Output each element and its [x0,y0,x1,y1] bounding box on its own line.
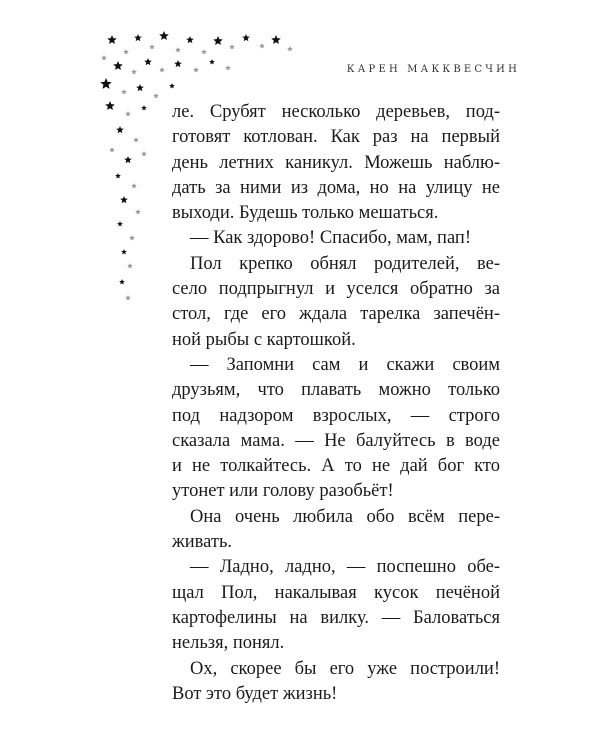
text-line: Вот это будет жизнь! [172,683,338,704]
star-icon [129,235,135,240]
text-line: нельзя, понял. [172,633,285,654]
text-line: день летних каникул. Можешь наблю- [172,152,500,173]
text-line: ной рыбы с картошкой. [172,329,356,350]
text-line: и не толкайтесь. А то не дай бог кто [172,456,500,477]
star-icon [159,67,165,72]
text-line: ле. Срубят несколько деревьев, под- [172,102,500,122]
star-icon [125,111,131,116]
star-icon [121,249,127,254]
star-icon [136,84,144,91]
text-line: Она очень любила обо всём пере- [190,506,500,527]
star-icon [134,34,142,41]
star-icon [116,126,124,133]
paragraph [172,100,500,226]
paragraph [172,505,500,556]
star-icon [135,209,141,214]
running-header: КАРЕН МАККВЕСЧИН [346,64,520,75]
text-line: дать за ними из дома, но на улицу не [172,177,500,198]
star-icon [229,44,235,49]
paragraph [172,555,500,656]
star-icon [144,58,152,65]
star-icon [133,137,139,142]
star-icon [101,55,107,60]
star-icon [225,65,231,70]
star-icon [175,47,181,52]
text-line: живать. [172,532,233,553]
star-icon [127,263,133,268]
star-icon [159,31,169,40]
text-line: село подпрыгнул и уселся обратно за [172,279,500,300]
star-icon [149,44,155,49]
paragraph [172,252,500,353]
star-icon [120,196,128,203]
star-icon [100,78,111,89]
star-icon [131,69,137,74]
text-line: — Как здорово! Спасибо, мам, пап! [190,228,471,249]
star-icon [213,36,223,45]
text-line: выходи. Будешь только мешаться. [172,203,439,224]
star-icon [123,49,129,54]
star-icon [121,89,127,94]
paragraph [172,226,500,251]
star-icon [193,67,199,72]
paragraph [172,353,500,505]
paragraph [172,657,500,708]
star-icon [174,60,182,67]
star-icon [105,101,115,110]
star-icon [271,35,281,44]
star-icon [169,83,175,88]
text-line: стол, где его ждала тарелка запечён- [172,304,500,325]
text-line: под надзором взрослых, — строго [172,405,500,426]
star-icon [209,59,215,64]
star-icon [287,46,293,51]
text-line: Ох, скорее бы его уже построили! [190,658,500,679]
star-icon [201,49,207,54]
star-icon [186,36,194,43]
star-icon [124,156,132,163]
star-icon [131,183,137,188]
star-icon [113,61,123,70]
text-line: Пол крепко обнял родителей, ве- [190,253,500,274]
star-icon [153,93,159,98]
text-line: друзьям, что плавать можно только [172,380,500,401]
text-line: щал Пол, накалывая кусок печёной [172,582,500,603]
star-icon [125,295,131,300]
text-line: утонет или голову разобьёт! [172,481,394,502]
text-line: сказала мама. — Не балуйтесь в воде [172,430,500,451]
star-icon [141,105,147,110]
star-icon [115,173,121,178]
star-icon [107,35,117,44]
star-icon [109,147,115,152]
star-icon [259,43,265,48]
star-icon [119,279,125,284]
body-text [172,100,500,707]
text-line: — Запомни сам и скажи своим [190,354,500,375]
star-icon [141,151,147,156]
star-icon [242,34,250,41]
text-line: картофелины на вилку. — Баловаться [172,607,500,628]
star-icon [117,221,123,226]
text-line: — Ладно, ладно, — поспешно обе- [190,557,500,578]
text-line: готовят котлован. Как раз на первый [172,127,500,148]
